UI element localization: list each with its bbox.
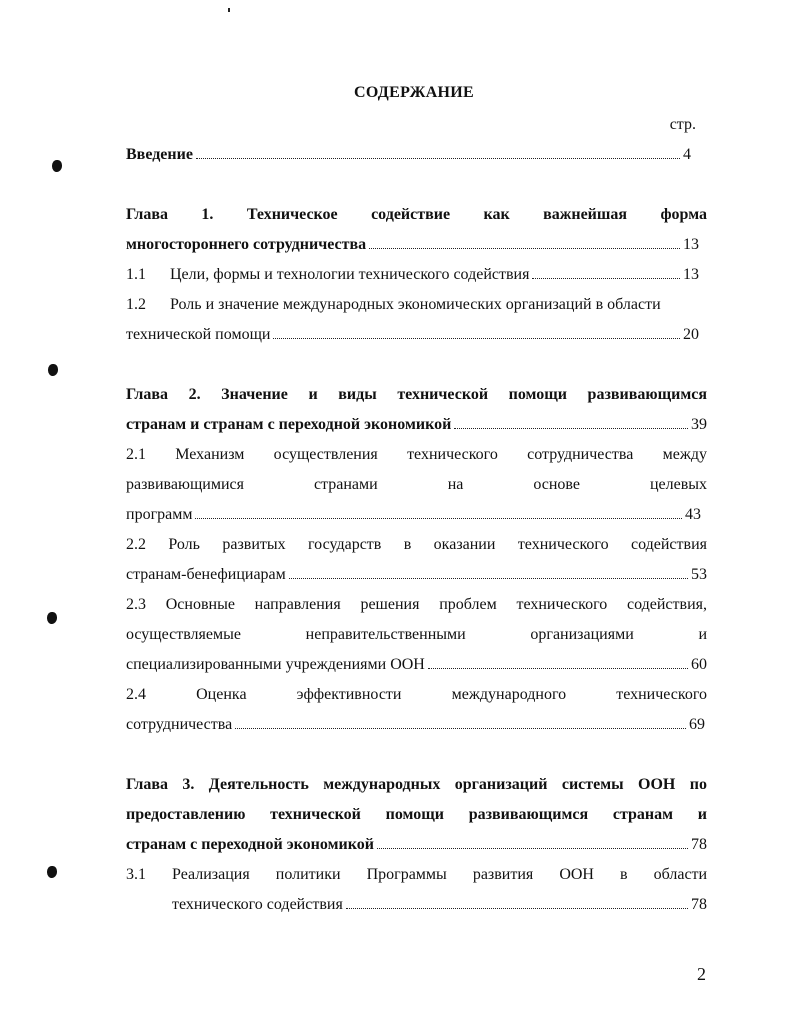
leader-dots	[289, 563, 688, 579]
punch-hole-mark	[48, 364, 58, 376]
toc-section-3-1[interactable]: 3.1 Реализация политики Программы развития ООН в области	[126, 866, 707, 883]
toc-section-3-1-cont[interactable]	[172, 892, 707, 918]
toc-section-2-1-cont2[interactable]	[126, 502, 707, 528]
toc-page-number: 78	[691, 896, 707, 913]
toc-entry-intro[interactable]	[126, 142, 707, 168]
toc-section-2-2-cont[interactable]	[126, 562, 707, 588]
leader-dots	[346, 893, 688, 909]
leader-dots	[196, 143, 680, 159]
toc-page-number: 20	[683, 326, 699, 343]
toc-chapter-1-title[interactable]: Глава 1. Техническое содействие как важнейшая форма	[126, 206, 707, 223]
toc-entry-label: странам и странам с переходной экономикой	[126, 416, 452, 433]
toc-page-number: 4	[683, 146, 691, 163]
toc-chapter-3-title[interactable]: Глава 3. Деятельность международных организаций системы ООН по	[126, 776, 707, 793]
leader-dots	[369, 233, 680, 249]
toc-section-2-3[interactable]: 2.3 Основные направления решения проблем технического содействия,	[126, 596, 707, 613]
toc-chapter-1-title-cont[interactable]	[126, 232, 707, 258]
toc-chapter-2-title[interactable]: Глава 2. Значение и виды технической помощи развивающимся	[126, 386, 707, 403]
toc-page-number: 39	[691, 416, 707, 433]
toc-section-1-1[interactable]	[126, 262, 707, 288]
toc-section-2-2[interactable]: 2.2 Роль развитых государств в оказании технического содействия	[126, 536, 707, 553]
toc-section-2-3-cont[interactable]: осуществляемые неправительственными организациями и	[126, 626, 707, 643]
toc-entry-label: странам-бенефициарам	[126, 566, 286, 583]
leader-dots	[195, 503, 682, 519]
toc-entry-label: 1.1 Цели, формы и технологии технического содействия	[126, 266, 530, 283]
toc-entry-label: сотрудничества	[126, 716, 233, 733]
toc-chapter-3-title-cont[interactable]: предоставлению технической помощи развивающимся странам и	[126, 806, 707, 823]
toc-section-2-4[interactable]: 2.4 Оценка эффективности международного технического	[126, 686, 707, 703]
page-column-label: стр.	[669, 116, 696, 133]
toc-chapter-2-title-cont[interactable]	[126, 412, 707, 438]
punch-hole-mark	[47, 612, 57, 624]
leader-dots	[235, 713, 686, 729]
toc-page-number: 13	[683, 236, 699, 253]
toc-page-number: 13	[683, 266, 699, 283]
toc-section-2-1-cont[interactable]: развивающимися странами на основе целевых	[126, 476, 707, 493]
leader-dots	[428, 653, 688, 669]
punch-hole-mark	[52, 160, 62, 172]
toc-entry-label: многостороннего сотрудничества	[126, 236, 367, 253]
leader-dots	[454, 413, 688, 429]
toc-entry-label: специализированными учреждениями ООН	[126, 656, 425, 673]
toc-page-number: 60	[691, 656, 707, 673]
page-title: СОДЕРЖАНИЕ	[353, 84, 475, 101]
toc-section-2-3-cont2[interactable]	[126, 652, 707, 678]
toc-page-number: 53	[691, 566, 707, 583]
toc-section-2-4-cont[interactable]	[126, 712, 707, 738]
leader-dots	[532, 263, 680, 279]
toc-page-number: 69	[689, 716, 705, 733]
punch-hole-mark	[47, 866, 57, 878]
toc-entry-label: Введение	[126, 146, 193, 163]
leader-dots	[377, 833, 688, 849]
toc-entry-label: технического содействия	[172, 896, 343, 913]
toc-entry-label: программ	[126, 506, 193, 523]
toc-section-2-1[interactable]: 2.1 Механизм осуществления технического сотрудничества между	[126, 446, 707, 463]
toc-entry-label: странам с переходной экономикой	[126, 836, 374, 853]
leader-dots	[273, 323, 680, 339]
toc-page-number: 43	[685, 506, 701, 523]
page-number: 2	[697, 964, 706, 984]
toc-section-1-2[interactable]: 1.2 Роль и значение международных экономических организаций в области	[126, 296, 661, 313]
toc-page-number: 78	[691, 836, 707, 853]
toc-section-1-2-cont[interactable]	[126, 322, 707, 348]
toc-chapter-3-title-cont2[interactable]	[126, 832, 707, 858]
toc-entry-label: технической помощи	[126, 326, 271, 343]
scan-speck	[228, 8, 230, 12]
